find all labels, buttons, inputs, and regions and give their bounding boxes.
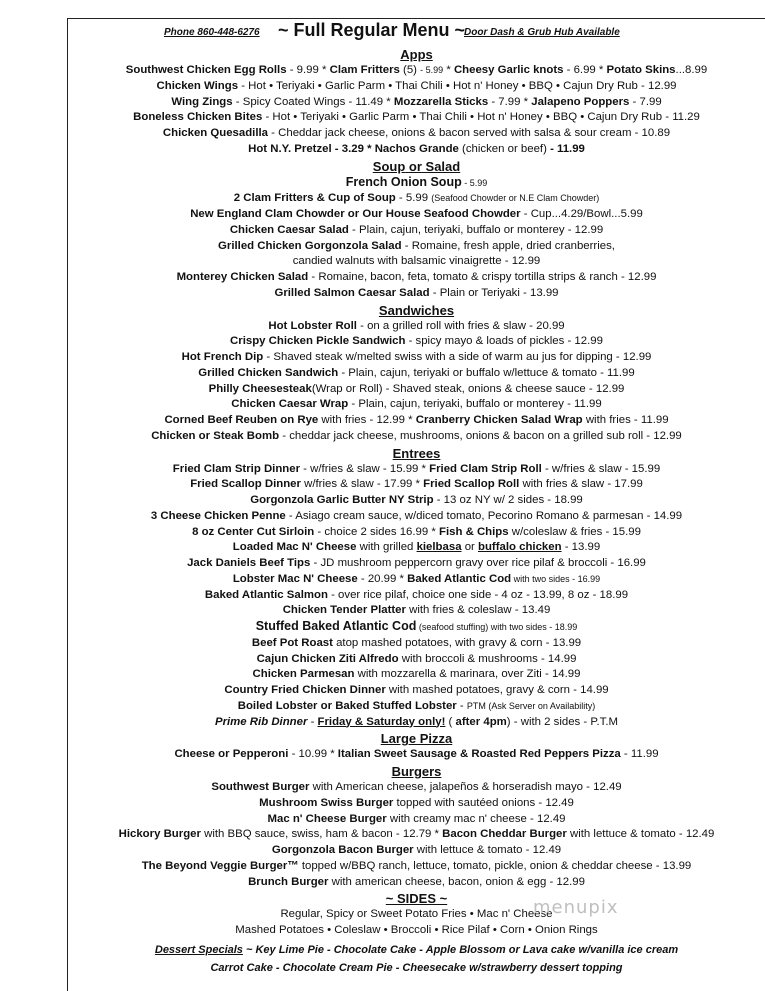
- item-name: Hickory Burger: [118, 828, 201, 841]
- item-detail: - Shaved steak w/melted swiss with a side of warm au jus for dipping - 12.99: [263, 351, 652, 363]
- soup-item: [68, 254, 765, 270]
- item-name: - 11.99: [550, 142, 585, 155]
- section-apps: Apps: [400, 47, 433, 62]
- item-detail: - Asiago cream sauce, w/diced tomato, Pecorino Romano & parmesan - 14.99: [285, 509, 683, 522]
- entrees-item: [68, 477, 765, 493]
- entrees-item: [68, 652, 765, 668]
- item-detail: - Plain, cajun, teriyaki or buffalo w/lettuce & tomato - 11.99: [338, 366, 635, 379]
- item-name: Cajun Chicken Ziti Alfredo: [256, 652, 399, 665]
- item-detail: (Wrap or Roll) - Shaved steak, onions & cheese sauce - 12.99: [311, 382, 625, 395]
- item-name: kielbasa: [416, 541, 462, 554]
- item-detail: with mozzarella & marinara, over Ziti - 14.99: [354, 668, 581, 681]
- item-detail: - 7.99 *: [488, 95, 532, 108]
- item-detail: - 7.99: [629, 95, 662, 108]
- item-name: 3 Cheese Chicken Penne: [150, 509, 286, 522]
- item-name: Hot French Dip: [181, 351, 264, 363]
- item-detail: - cheddar jack cheese, mushrooms, onions & bacon on a grilled sub roll - 12.99: [279, 429, 682, 442]
- entrees-item: [68, 603, 765, 619]
- item-name: Beef Pot Roast: [251, 636, 333, 649]
- entrees-item: [68, 699, 765, 715]
- item-name: Hot N.Y. Pretzel - 3.29 * Nachos Grande: [248, 142, 459, 155]
- sandwiches-item: [68, 429, 765, 445]
- item-detail: or: [461, 541, 478, 554]
- sides-item: [68, 907, 765, 923]
- item-detail: - w/fries & slaw - 15.99: [541, 462, 661, 475]
- item-name: Potato Skins: [606, 64, 676, 76]
- item-name: Fried Scallop Dinner: [190, 478, 301, 491]
- section-sandwiches: Sandwiches: [378, 302, 455, 318]
- item-name: Jalapeno Poppers: [531, 95, 630, 108]
- apps-item: [68, 126, 765, 142]
- item-name: Mozzarella Sticks: [393, 95, 489, 108]
- item-name: Prime Rib Dinner: [214, 715, 308, 728]
- item-name: Fried Clam Strip Roll: [429, 462, 542, 475]
- apps-item: [68, 95, 765, 111]
- item-name: Hot Lobster Roll: [268, 319, 357, 332]
- burgers-item: [68, 812, 765, 828]
- section-soup-salad: [68, 158, 765, 175]
- item-detail: - w/fries & slaw - 15.99 *: [300, 462, 430, 475]
- item-detail: with fries & slaw - 17.99: [519, 478, 643, 491]
- burgers-item: [68, 827, 765, 843]
- menu-header: [68, 20, 765, 46]
- item-detail: - 13 oz NY w/ 2 sides - 18.99: [433, 494, 583, 506]
- item-detail: ) - with 2 sides - P.T.M: [506, 715, 618, 728]
- phone-number: Phone 860-448-6276: [164, 27, 260, 38]
- burgers-item: [68, 796, 765, 812]
- entrees-item: [68, 556, 765, 572]
- item-detail: - over rice pilaf, choice one side - 4 oz - 13.99, 8 oz - 18.99: [327, 588, 629, 601]
- soup-item: [68, 286, 765, 302]
- item-name: Crispy Chicken Pickle Sandwich: [230, 335, 406, 348]
- item-detail: with american cheese, bacon, onion & egg - 12.99: [328, 875, 585, 888]
- burgers-list: [68, 780, 765, 890]
- item-name: after 4pm: [455, 715, 507, 728]
- soup-item: [68, 207, 765, 223]
- item-detail: -: [307, 715, 318, 728]
- item-name: Southwest Chicken Egg Rolls: [125, 64, 287, 76]
- item-detail: *: [443, 64, 454, 76]
- item-name: Chicken or Steak Bomb: [151, 429, 280, 442]
- item-name: Bacon Cheddar Burger: [442, 828, 567, 841]
- item-name: Fried Scallop Roll: [423, 478, 520, 491]
- item-detail: - choice 2 sides 16.99 *: [314, 525, 439, 538]
- item-name: Cranberry Chicken Salad Wrap: [415, 414, 583, 426]
- item-detail: - 5.99: [420, 65, 444, 75]
- menupix-watermark: menupix: [533, 897, 619, 918]
- entrees-item: [68, 540, 765, 556]
- item-name: Mushroom Swiss Burger: [259, 796, 394, 809]
- item-detail: - on a grilled roll with fries & slaw - 20.99: [356, 319, 565, 332]
- item-name: Cheesy Garlic knots: [453, 64, 564, 76]
- item-name: Monterey Chicken Salad: [176, 271, 309, 283]
- item-name: Philly Cheesesteak: [208, 382, 312, 395]
- item-detail: w/coleslaw & fries - 15.99: [508, 525, 641, 538]
- item-name: The Beyond Veggie Burger™: [141, 859, 299, 872]
- item-detail: with lettuce & tomato - 12.49: [413, 844, 562, 856]
- item-name: Clam Fritters: [329, 64, 400, 76]
- dessert-items-1: ~ Key Lime Pie - Chocolate Cake - Apple Blossom or Lava cake w/vanilla ice cream: [242, 943, 679, 956]
- item-detail: (chicken or beef): [458, 142, 551, 155]
- item-name: Friday & Saturday only!: [317, 715, 446, 728]
- item-name: Baked Atlantic Salmon: [204, 588, 328, 601]
- item-detail: - 20.99 *: [357, 572, 408, 585]
- item-detail: - 5.99: [461, 177, 488, 188]
- item-detail: - 11.99: [620, 748, 659, 761]
- item-detail: - spicy mayo & loads of pickles - 12.99: [405, 335, 603, 348]
- item-detail: - 10.99 *: [288, 748, 338, 761]
- soup-heading: Soup: [372, 158, 406, 174]
- item-detail: - Plain, cajun, teriyaki, buffalo or monterey - 12.99: [348, 223, 604, 236]
- item-name: Stuffed Baked Atlantic Cod: [255, 619, 417, 633]
- entrees-list: [68, 462, 765, 731]
- item-name: Gorgonzola Bacon Burger: [271, 844, 414, 856]
- apps-item: [68, 110, 765, 126]
- item-name: Country Fried Chicken Dinner: [224, 684, 386, 696]
- pizza-item: [68, 747, 765, 763]
- item-detail: -: [456, 699, 467, 712]
- sides-list: [68, 907, 765, 939]
- item-name: Grilled Chicken Sandwich: [198, 366, 339, 379]
- apps-item: [68, 79, 765, 95]
- section-entrees: Entrees: [392, 445, 441, 461]
- burgers-item: [68, 859, 765, 875]
- sandwiches-item: [68, 334, 765, 350]
- item-detail: with fries & coleslaw - 13.49: [405, 604, 551, 617]
- sandwiches-item: [68, 382, 765, 398]
- entrees-item: [68, 462, 765, 478]
- burgers-item: [68, 843, 765, 859]
- item-name: Chicken Quesadilla: [162, 127, 269, 139]
- item-detail: with grilled: [356, 541, 417, 554]
- item-name: French Onion Soup: [345, 174, 462, 189]
- item-detail: - Plain, cajun, teriyaki, buffalo or monterey - 11.99: [348, 398, 602, 411]
- sandwiches-list: [68, 319, 765, 445]
- item-detail: - Cheddar jack cheese, onions & bacon served with salsa & sour cream - 10.89: [268, 127, 671, 139]
- dessert-label: Dessert Specials: [154, 943, 243, 956]
- item-name: 8 oz Center Cut Sirloin: [192, 525, 315, 538]
- burgers-item: [68, 780, 765, 796]
- item-detail: (: [445, 715, 456, 728]
- sandwiches-item: [68, 397, 765, 413]
- sides-item: [68, 923, 765, 939]
- item-detail: with lettuce & tomato - 12.49: [566, 828, 715, 841]
- item-name: Fried Clam Strip Dinner: [172, 462, 301, 475]
- entrees-item: [68, 509, 765, 525]
- item-name: Baked Atlantic Cod: [407, 572, 512, 585]
- item-detail: - Romaine, fresh apple, dried cranberries,: [401, 239, 615, 252]
- item-name: Mac n' Cheese Burger: [267, 812, 387, 825]
- item-detail: - Plain or Teriyaki - 13.99: [429, 286, 559, 299]
- sandwiches-item: [68, 366, 765, 382]
- item-detail: topped w/BBQ ranch, lettuce, tomato, pickle, onion & cheddar cheese - 13.99: [298, 859, 692, 872]
- item-name: Grilled Salmon Caesar Salad: [274, 286, 430, 299]
- item-name: Chicken Parmesan: [252, 668, 355, 681]
- item-detail: - 6.99 *: [563, 64, 607, 76]
- apps-item: [68, 63, 765, 79]
- soup-item: [68, 239, 765, 255]
- soup-item: [68, 223, 765, 239]
- sandwiches-item: [68, 413, 765, 429]
- entrees-item: [68, 572, 765, 588]
- item-name: Jack Daniels Beef Tips: [187, 557, 311, 569]
- item-name: Boneless Chicken Bites: [133, 111, 263, 124]
- apps-list: [68, 63, 765, 158]
- item-name: Chicken Tender Platter: [282, 604, 406, 617]
- item-name: Lobster Mac N' Cheese: [232, 572, 358, 585]
- item-name: Chicken Caesar Wrap: [231, 398, 349, 411]
- item-name: Gorgonzola Garlic Butter NY Strip: [250, 494, 434, 506]
- item-name: Boiled Lobster or Baked Stuffed Lobster: [237, 699, 457, 712]
- item-detail: - JD mushroom peppercorn gravy over rice pilaf & broccoli - 16.99: [310, 557, 646, 569]
- burgers-item: [68, 875, 765, 891]
- delivery-note: Door Dash & Grub Hub Available: [464, 27, 620, 38]
- dessert-line-1: [68, 941, 765, 959]
- item-name: Italian Sweet Sausage & Roasted Red Peppers Pizza: [337, 748, 621, 761]
- item-detail: PTM (Ask Server on Availability): [466, 700, 596, 711]
- item-detail: - Hot • Teriyaki • Garlic Parm • Thai Chili • Hot n' Honey • BBQ • Cajun Dry Rub - 11.29: [262, 111, 700, 124]
- soup-item: [68, 191, 765, 207]
- item-name: buffalo chicken: [478, 541, 562, 554]
- item-name: Grilled Chicken Gorgonzola Salad: [218, 239, 402, 252]
- item-detail: with broccoli & mushrooms - 14.99: [398, 652, 577, 665]
- entrees-item: [68, 493, 765, 509]
- item-detail: topped with sautéed onions - 12.49: [393, 796, 574, 809]
- item-detail: - 13.99: [561, 541, 601, 554]
- apps-item: [68, 142, 765, 158]
- item-name: New England Clam Chowder or Our House Seafood Chowder: [190, 208, 521, 220]
- item-detail: Regular, Spicy or Sweet Potato Fries • Mac n' Cheese: [280, 908, 553, 921]
- salad-heading: Salad: [425, 158, 461, 174]
- item-name: Brunch Burger: [248, 875, 329, 888]
- item-detail: atop mashed potatoes, with gravy & corn - 13.99: [332, 636, 582, 649]
- item-name: Wing Zings: [171, 95, 233, 108]
- item-detail: with American cheese, jalapeños & horseradish mayo - 12.49: [309, 781, 622, 793]
- section-sides: ~ SIDES ~: [385, 891, 448, 907]
- item-detail: ...8.99: [675, 64, 708, 76]
- entrees-item: [68, 619, 765, 636]
- item-detail: - 5.99: [395, 192, 432, 205]
- soup-item: [68, 270, 765, 286]
- item-detail: Mashed Potatoes • Coleslaw • Broccoli • Rice Pilaf • Corn • Onion Rings: [235, 924, 598, 936]
- item-detail: - 9.99 *: [286, 64, 330, 76]
- entrees-item: [68, 525, 765, 541]
- item-detail: - Spicy Coated Wings - 11.49 *: [232, 95, 394, 108]
- soup-list: [68, 175, 765, 302]
- item-detail: - Cup...4.29/Bowl...5.99: [520, 208, 643, 220]
- item-name: Southwest Burger: [211, 781, 310, 793]
- section-pizza: Large Pizza: [380, 731, 453, 747]
- item-detail: - Romaine, bacon, feta, tomato & crispy tortilla strips & ranch - 12.99: [308, 271, 657, 283]
- item-detail: with mashed potatoes, gravy & corn - 14.99: [385, 684, 609, 696]
- item-name: Corned Beef Reuben on Rye: [164, 414, 319, 426]
- dessert-line-2: Carrot Cake - Chocolate Cream Pie - Cheesecake w/strawberry dessert topping: [210, 961, 623, 974]
- menu-page: [68, 20, 765, 977]
- item-detail: with two sides - 16.99: [511, 573, 601, 584]
- item-detail: (seafood stuffing) with two sides - 18.99: [416, 622, 578, 632]
- item-detail: (Seafood Chowder or N.E Clam Chowder): [431, 193, 600, 204]
- item-name: Cheese or Pepperoni: [174, 748, 289, 761]
- item-detail: with creamy mac n' cheese - 12.49: [386, 812, 566, 825]
- entrees-item: [68, 588, 765, 604]
- item-detail: with BBQ sauce, swiss, ham & bacon - 12.79 *: [200, 828, 443, 841]
- item-detail: (5): [399, 64, 421, 76]
- sandwiches-item: [68, 350, 765, 366]
- menu-title: ~ Full Regular Menu ~: [278, 20, 466, 40]
- entrees-item: [68, 667, 765, 683]
- sandwiches-item: [68, 319, 765, 335]
- entrees-item: [68, 683, 765, 699]
- soup-item: [68, 175, 765, 192]
- item-name: Chicken Wings: [156, 79, 239, 92]
- item-detail: - Hot • Teriyaki • Garlic Parm • Thai Chili • Hot n' Honey • BBQ • Cajun Dry Rub - 12.99: [238, 79, 677, 92]
- item-detail: with fries - 11.99: [582, 414, 669, 426]
- item-detail: with fries - 12.99 *: [318, 414, 416, 426]
- item-name: Fish & Chips: [438, 525, 509, 538]
- entrees-item: [68, 636, 765, 652]
- item-name: Chicken Caesar Salad: [229, 223, 349, 236]
- item-detail: candied walnuts with balsamic vinaigrette - 12.99: [292, 255, 541, 268]
- item-detail: w/fries & slaw - 17.99 *: [300, 478, 424, 491]
- item-name: Loaded Mac N' Cheese: [232, 541, 357, 554]
- section-burgers: Burgers: [391, 764, 442, 779]
- soup-or: or: [408, 158, 422, 174]
- entrees-item: [68, 715, 765, 731]
- item-name: 2 Clam Fritters & Cup of Soup: [233, 192, 396, 205]
- pizza-list: [68, 747, 765, 763]
